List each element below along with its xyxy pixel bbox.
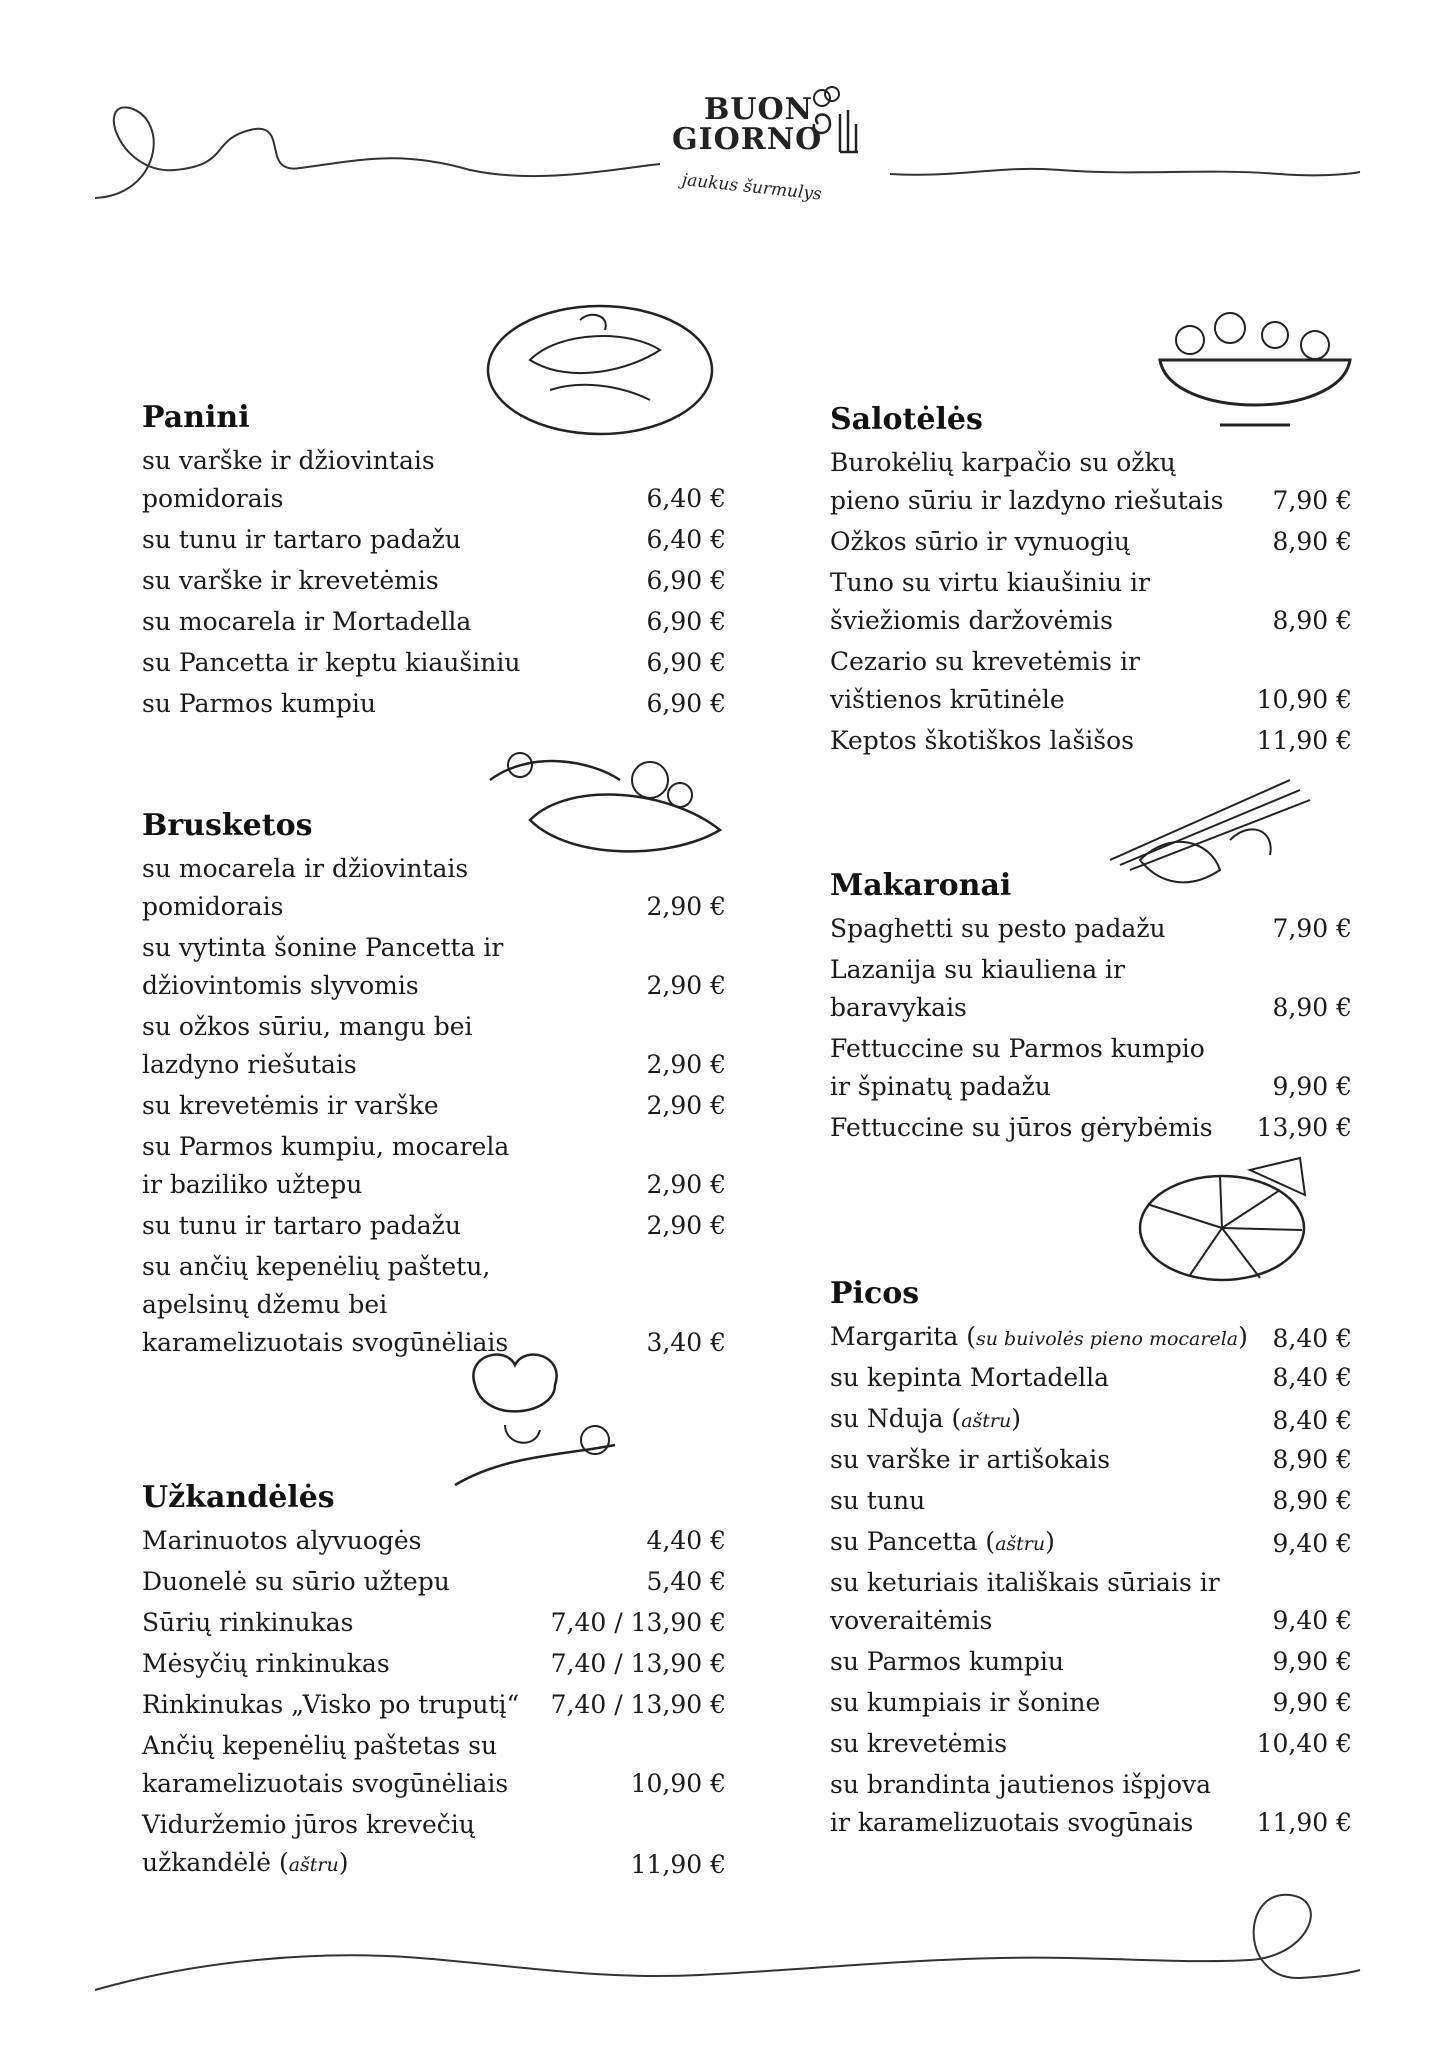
menu-item-price: 6,40 € <box>646 484 726 513</box>
menu-item-name-text: su kepinta Mortadella <box>830 1363 1110 1392</box>
menu-item <box>830 1030 1352 1106</box>
menu-item-price: 11,90 € <box>1256 1808 1352 1837</box>
menu-item-note: aštru <box>961 1410 1012 1432</box>
menu-item <box>142 1563 726 1601</box>
menu-item-name <box>142 888 726 926</box>
menu-item-name <box>142 1046 726 1084</box>
menu-item-name-text: Fettuccine su jūros gėrybėmis <box>830 1113 1213 1142</box>
menu-item <box>830 1523 1352 1563</box>
menu-item-price: 2,90 € <box>646 1170 726 1199</box>
menu-item-name-text: karamelizuotais svogūnėliais <box>142 1328 509 1357</box>
menu-item-name-text: Sūrių rinkinukas <box>142 1608 354 1637</box>
menu-item-name <box>142 1128 726 1166</box>
menu-item-name-text: su varške ir artišokais <box>830 1445 1111 1474</box>
menu-item-name-text: karamelizuotais svogūnėliais <box>142 1769 509 1798</box>
menu-item-price: 11,90 € <box>630 1850 726 1879</box>
menu-item-price: 8,90 € <box>1272 606 1352 635</box>
menu-item <box>830 1318 1352 1358</box>
menu-item <box>830 523 1352 561</box>
menu-item-name <box>142 1727 726 1765</box>
menu-item-name-text: Margarita ( <box>830 1322 976 1351</box>
menu-item-name <box>830 643 1352 681</box>
menu-item <box>830 1400 1352 1440</box>
menu-item <box>830 1643 1352 1681</box>
menu-item-price: 9,90 € <box>1272 1072 1352 1101</box>
menu-item-note: su buivolės pieno mocarela <box>975 1328 1239 1350</box>
menu-item-price: 13,90 € <box>1256 1113 1352 1142</box>
menu-item <box>830 1725 1352 1763</box>
menu-item-price: 8,90 € <box>1272 1486 1352 1515</box>
menu-item <box>142 685 726 723</box>
menu-item-name-text: Tuno su virtu kiaušiniu ir <box>830 568 1150 597</box>
menu-item-price: 6,40 € <box>646 525 726 554</box>
menu-item-price: 7,90 € <box>1272 914 1352 943</box>
menu-item <box>830 1482 1352 1520</box>
menu-item-name <box>142 603 726 641</box>
menu-item-name <box>142 1207 726 1245</box>
menu-item-name <box>830 951 1352 989</box>
menu-item-name <box>142 480 726 518</box>
menu-item-name-text: Viduržemio jūros krevečių <box>142 1810 475 1839</box>
menu-item-name-text: Fettuccine su Parmos kumpio <box>830 1034 1205 1063</box>
menu-item-name-text: su Parmos kumpiu, mocarela <box>142 1132 510 1161</box>
menu-item-name-text: su ančių kepenėlių paštetu, <box>142 1252 491 1281</box>
menu-item-name-text: lazdyno riešutais <box>142 1050 357 1079</box>
menu-item-name-text: šviežiomis daržovėmis <box>830 606 1113 635</box>
menu-item-name <box>830 1030 1352 1068</box>
menu-item-name <box>142 1324 726 1362</box>
menu-item-name <box>142 562 726 600</box>
menu-item-name-text: voveraitėmis <box>830 1606 993 1635</box>
menu-item-name <box>142 1248 726 1286</box>
menu-item-name-text: Marinuotos alyvuogės <box>142 1526 422 1555</box>
menu-item-name-text: pomidorais <box>142 892 284 921</box>
menu-item-price: 8,90 € <box>1272 1445 1352 1474</box>
menu-item-price: 9,90 € <box>1272 1647 1352 1676</box>
menu-item-price: 10,90 € <box>630 1769 726 1798</box>
menu-item-note: aštru <box>995 1533 1046 1555</box>
menu-item <box>142 562 726 600</box>
menu-item <box>142 442 726 518</box>
menu-item-price: 4,40 € <box>646 1526 726 1555</box>
menu-item-name-text: Spaghetti su pesto padažu <box>830 914 1166 943</box>
menu-item-name-text: pomidorais <box>142 484 284 513</box>
menu-item <box>142 644 726 682</box>
menu-item-name <box>830 564 1352 602</box>
menu-item-price: 6,90 € <box>646 566 726 595</box>
menu-item-name-text: su krevetėmis <box>830 1729 1008 1758</box>
menu-item <box>142 1806 726 1884</box>
menu-item-name <box>142 1522 726 1560</box>
menu-item <box>142 1727 726 1803</box>
section-title: Makaronai <box>830 868 1012 903</box>
section-title: Picos <box>830 1276 920 1311</box>
menu-item-name <box>142 442 726 480</box>
menu-item <box>830 444 1352 520</box>
menu-item-name-text: Lazanija su kiauliena ir <box>830 955 1125 984</box>
menu-item <box>142 1128 726 1204</box>
menu-item-price: 7,40 / 13,90 € <box>550 1608 726 1637</box>
menu-item-name <box>142 1008 726 1046</box>
menu-item-name <box>142 967 726 1005</box>
menu-item-name-text: su kumpiais ir šonine <box>830 1688 1101 1717</box>
menu-item-name <box>830 444 1352 482</box>
menu-item <box>142 929 726 1005</box>
brand-tagline: jaukus šurmulys <box>680 170 823 205</box>
menu-item-price: 8,40 € <box>1272 1406 1352 1435</box>
menu-item <box>830 951 1352 1027</box>
pizza-illustration-icon <box>1130 1150 1320 1290</box>
menu-item <box>142 1686 726 1724</box>
menu-item-price: 8,40 € <box>1272 1324 1352 1353</box>
menu-item-name-text: su Nduja ( <box>830 1404 962 1433</box>
menu-item <box>142 850 726 926</box>
menu-item-name-text: Keptos škotiškos lašišos <box>830 726 1134 755</box>
menu-item <box>830 1564 1352 1640</box>
menu-item-name-text: užkandėlė ( <box>142 1848 289 1877</box>
menu-item-name-text: Ančių kepenėlių paštetas su <box>142 1731 498 1760</box>
menu-item-name-text: su Pancetta ir keptu kiaušiniu <box>142 648 521 677</box>
menu-item-name <box>142 1087 726 1125</box>
menu-item-price: 2,90 € <box>646 1211 726 1240</box>
menu-item-price: 8,90 € <box>1272 527 1352 556</box>
menu-item <box>142 1522 726 1560</box>
salad-bowl-illustration-icon <box>1150 300 1360 435</box>
menu-item <box>142 1087 726 1125</box>
menu-item <box>142 1207 726 1245</box>
section-title: Brusketos <box>142 808 313 843</box>
menu-item-price: 8,90 € <box>1272 993 1352 1022</box>
menu-item-name-text: su tunu ir tartaro padažu <box>142 1211 461 1240</box>
brand-logo <box>660 84 890 204</box>
menu-item-name <box>142 850 726 888</box>
menu-item-price: 3,40 € <box>646 1328 726 1357</box>
menu-item-price: 9,90 € <box>1272 1688 1352 1717</box>
menu-item-name-text: Ožkos sūrio ir vynuogių <box>830 527 1131 556</box>
menu-item-name-text: ir karamelizuotais svogūnais <box>830 1808 1194 1837</box>
menu-item <box>142 521 726 559</box>
menu-item-name <box>142 685 726 723</box>
menu-item-name <box>142 1286 726 1324</box>
menu-item-price: 6,90 € <box>646 689 726 718</box>
brand-name-line2: GIORNO <box>672 122 823 157</box>
menu-item-name-text: su brandinta jautienos išpjova <box>830 1770 1212 1799</box>
menu-item-price: 7,90 € <box>1272 486 1352 515</box>
menu-item <box>830 910 1352 948</box>
menu-item-name-text: Duonelė su sūrio užtepu <box>142 1567 450 1596</box>
menu-item-price: 7,40 / 13,90 € <box>550 1690 726 1719</box>
menu-item <box>830 722 1352 760</box>
menu-item-name-text: su mocarela ir Mortadella <box>142 607 472 636</box>
menu-item-price: 9,40 € <box>1272 1529 1352 1558</box>
menu-item-name-text: džiovintomis slyvomis <box>142 971 419 1000</box>
menu-item-name-text: su krevetėmis ir varške <box>142 1091 439 1120</box>
menu-item-price: 5,40 € <box>646 1567 726 1596</box>
menu-item <box>830 1441 1352 1479</box>
menu-item-price: 2,90 € <box>646 1091 726 1120</box>
menu-item-name <box>142 1563 726 1601</box>
menu-item-name <box>142 521 726 559</box>
section-title: Užkandėlės <box>142 1480 335 1515</box>
menu-item-name-text: vištienos krūtinėle <box>830 685 1065 714</box>
menu-item <box>142 1248 726 1362</box>
menu-item-name-text: Mėsyčių rinkinukas <box>142 1649 390 1678</box>
menu-item-note-close: ) <box>1238 1322 1248 1351</box>
menu-item-name <box>142 644 726 682</box>
menu-item-name-text: su tunu <box>830 1486 926 1515</box>
menu-item <box>830 1684 1352 1722</box>
pasta-illustration-icon <box>1100 770 1330 900</box>
menu-item-name-text: Cezario su krevetėmis ir <box>830 647 1140 676</box>
plate-illustration-icon <box>480 290 720 440</box>
menu-item-price: 8,40 € <box>1272 1363 1352 1392</box>
menu-item <box>830 643 1352 719</box>
menu-item-price: 11,90 € <box>1256 726 1352 755</box>
menu-item-name-text: ir špinatų padažu <box>830 1072 1051 1101</box>
menu-item <box>142 1645 726 1683</box>
menu-item <box>830 1359 1352 1397</box>
menu-item-price: 2,90 € <box>646 971 726 1000</box>
menu-item <box>142 1604 726 1642</box>
menu-item-name-text: ir baziliko užtepu <box>142 1170 363 1199</box>
menu-item-name-text: su keturiais itališkais sūriais ir <box>830 1568 1220 1597</box>
menu-item-name <box>142 929 726 967</box>
menu-item-name-text: su tunu ir tartaro padažu <box>142 525 461 554</box>
menu-item <box>830 1766 1352 1842</box>
menu-item-price: 6,90 € <box>646 648 726 677</box>
menu-item <box>142 603 726 641</box>
menu-item-name-text: su vytinta šonine Pancetta ir <box>142 933 504 962</box>
menu-item-name-text: su Parmos kumpiu <box>142 689 377 718</box>
menu-item-price: 7,40 / 13,90 € <box>550 1649 726 1678</box>
section-title: Salotėlės <box>830 402 983 437</box>
menu-item <box>830 564 1352 640</box>
menu-item <box>830 1109 1352 1147</box>
menu-item-note-close: ) <box>338 1848 349 1877</box>
menu-item-name-text: su Parmos kumpiu <box>830 1647 1065 1676</box>
menu-item-note: aštru <box>288 1854 339 1876</box>
menu-item-name <box>142 1166 726 1204</box>
menu-item-price: 6,90 € <box>646 607 726 636</box>
menu-item-name-text: su Pancetta ( <box>830 1527 996 1556</box>
menu-item-name-text: su ožkos sūriu, mangu bei <box>142 1012 473 1041</box>
bruschetta-illustration-icon <box>470 720 740 870</box>
menu-item-name-text: Rinkinukas „Visko po truputį“ <box>142 1690 520 1719</box>
menu-item-price: 2,90 € <box>646 1050 726 1079</box>
menu-item-name <box>830 1766 1352 1804</box>
menu-item-name-text: su mocarela ir džiovintais <box>142 854 469 883</box>
menu-item-note-close: ) <box>1011 1404 1022 1433</box>
menu-item-name-text: baravykais <box>830 993 967 1022</box>
brand-name-line1: BUON <box>704 92 814 127</box>
menu-item <box>142 1008 726 1084</box>
menu-item-name <box>830 1564 1352 1602</box>
menu-item-price: 9,40 € <box>1272 1606 1352 1635</box>
menu-item-note-close: ) <box>1045 1527 1055 1556</box>
menu-item-price: 10,40 € <box>1256 1729 1352 1758</box>
menu-item-price: 10,90 € <box>1256 685 1352 714</box>
menu-item-name <box>142 1806 726 1844</box>
menu-item-name-text: Burokėlių karpačio su ožkų <box>830 448 1176 477</box>
menu-item-name-text: pieno sūriu ir lazdyno riešutais <box>830 486 1224 515</box>
menu-item-price: 2,90 € <box>646 892 726 921</box>
menu-item-name-text: apelsinų džemu bei <box>142 1290 388 1319</box>
menu-item-name-text: su varške ir krevetėmis <box>142 566 439 595</box>
menu-item-name-text: su varške ir džiovintais <box>142 446 435 475</box>
chef-illustration-icon <box>445 1345 625 1495</box>
section-title: Panini <box>142 400 250 435</box>
bottom-swirl-decoration <box>0 1880 1448 2048</box>
